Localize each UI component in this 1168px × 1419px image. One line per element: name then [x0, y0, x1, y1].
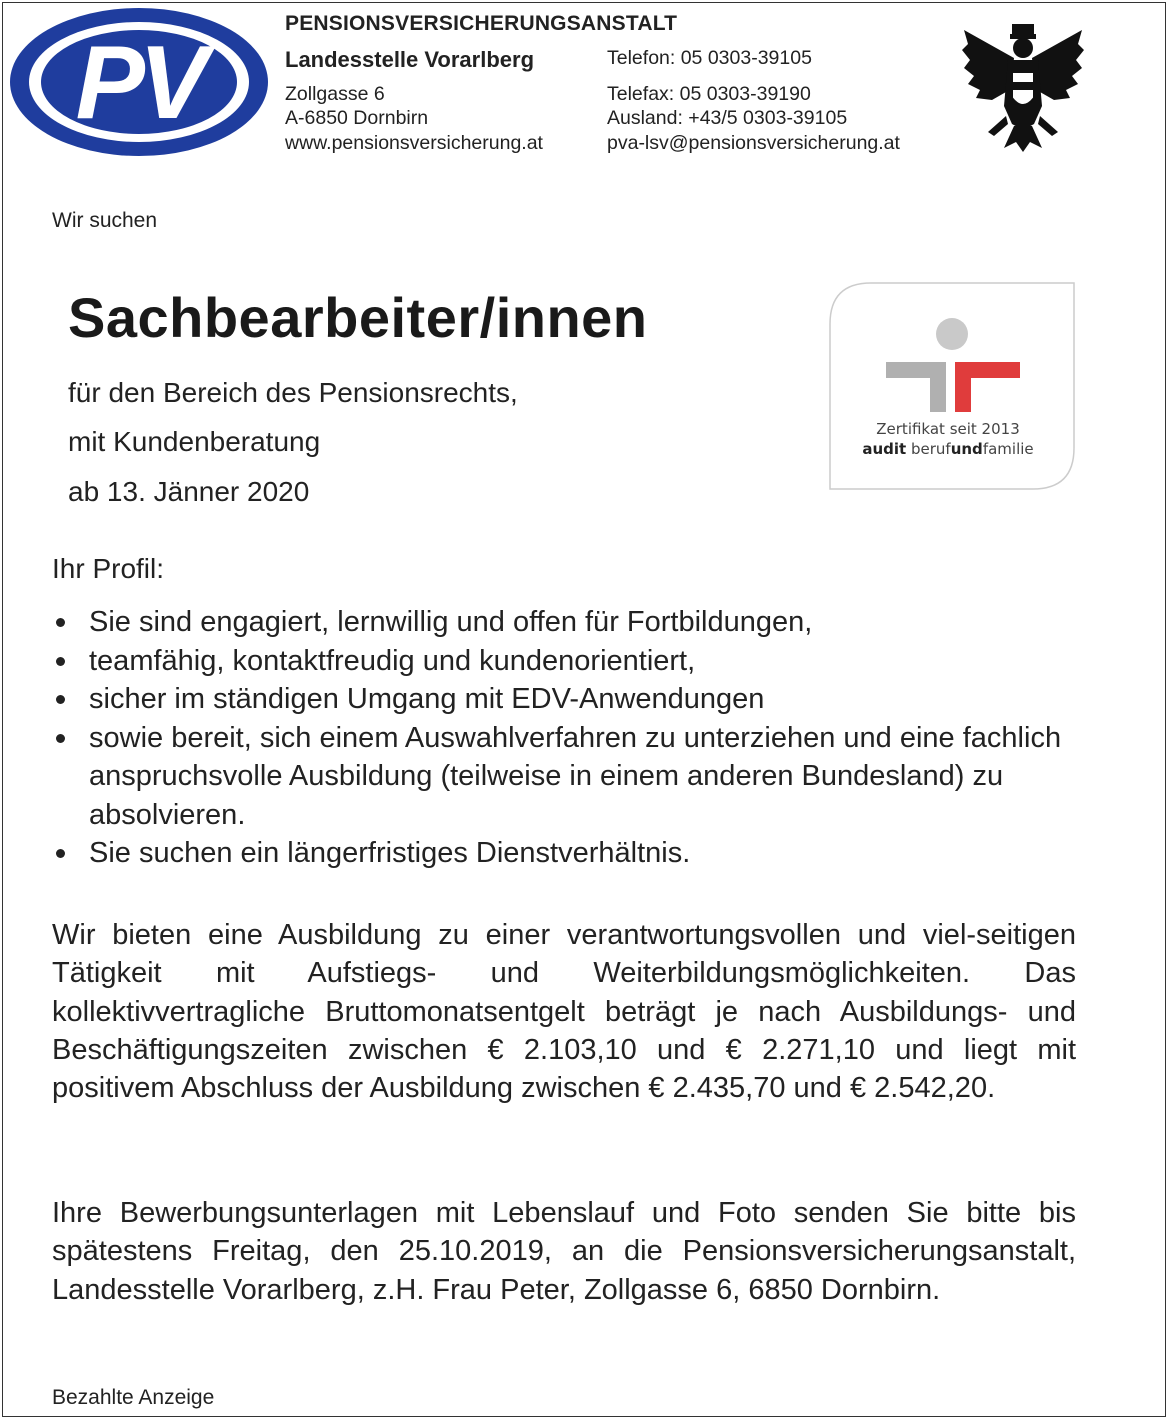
footer-note: Bezahlte Anzeige: [52, 1386, 215, 1409]
list-item: Sie suchen ein längerfristiges Dienstverhältnis.: [52, 834, 1092, 873]
austrian-eagle-icon: [958, 20, 1088, 155]
bullet-icon: [56, 657, 65, 666]
fax-number: Telefax: 05 0303-39190: [607, 83, 811, 105]
bullet-icon: [56, 734, 65, 743]
list-item: Sie sind engagiert, lernwillig und offen für Fortbildungen,: [52, 603, 1092, 642]
bullet-icon: [56, 849, 65, 858]
website-link[interactable]: www.pensionsversicherung.at: [285, 132, 543, 154]
abroad-number: Ausland: +43/5 0303-39105: [607, 107, 848, 129]
address-street: Zollgasse 6: [285, 83, 385, 105]
phone-number: Telefon: 05 0303-39105: [607, 47, 812, 69]
offer-paragraph: Wir bieten eine Ausbildung zu einer verantwortungsvollen und viel-seitigen Tätigkeit mit Aufstiegs- und Weiterbildungsmöglichkeiten. Das kollektivvertragliche Bruttomonatsentgelt beträgt je nach Ausbildungs- und Beschäftigungszeiten zwischen € 2.103,10 und € 2.271,10 und liegt mit positivem Abschluss der Ausbildung zwischen € 2.435,70 und € 2.542,20.: [52, 919, 1076, 1105]
bullet-icon: [56, 618, 65, 627]
profile-list: [52, 603, 1092, 873]
certificate-badge: [829, 282, 1075, 490]
subtitle-line: mit Kundenberatung: [68, 426, 321, 457]
certificate-caption: Zertifikat seit 2013: [876, 420, 1020, 438]
email-link[interactable]: pva-lsv@pensionsversicherung.at: [607, 132, 900, 154]
bullet-icon: [56, 695, 65, 704]
certificate-label: audit berufundfamilie: [862, 440, 1034, 458]
intro-text: Wir suchen: [52, 209, 158, 232]
org-branch: Landesstelle Vorarlberg: [285, 47, 535, 72]
application-paragraph: Ihre Bewerbungsunterlagen mit Lebenslauf und Foto senden Sie bitte bis spätestens Freitag, den 25.10.2019, an die Pensionsversicherungsanstalt, Landesstelle Vorarlberg, z.H. Frau Peter, Zollgasse 6, 6850 Dornbirn.: [52, 1197, 1076, 1306]
list-item: sowie bereit, sich einem Auswahlverfahren zu unterziehen und eine fachlich anspruchsvolle Ausbildung (teilweise in einem anderen Bundesland) zu absolvieren.: [52, 719, 1092, 835]
list-item: sicher im ständigen Umgang mit EDV-Anwendungen: [52, 680, 1092, 719]
start-date: ab 13. Jänner 2020: [68, 476, 310, 507]
logo-text: PV: [75, 25, 203, 141]
subtitle-line: für den Bereich des Pensionsrechts,: [68, 377, 518, 408]
profile-heading: Ihr Profil:: [52, 553, 165, 584]
address-city: A-6850 Dornbirn: [285, 107, 429, 129]
list-item: teamfähig, kontaktfreudig und kundenorientiert,: [52, 642, 1092, 681]
org-name: PENSIONSVERSICHERUNGSANSTALT: [285, 12, 678, 35]
job-title: Sachbearbeiter/innen: [68, 286, 648, 349]
pv-logo: [8, 6, 270, 158]
